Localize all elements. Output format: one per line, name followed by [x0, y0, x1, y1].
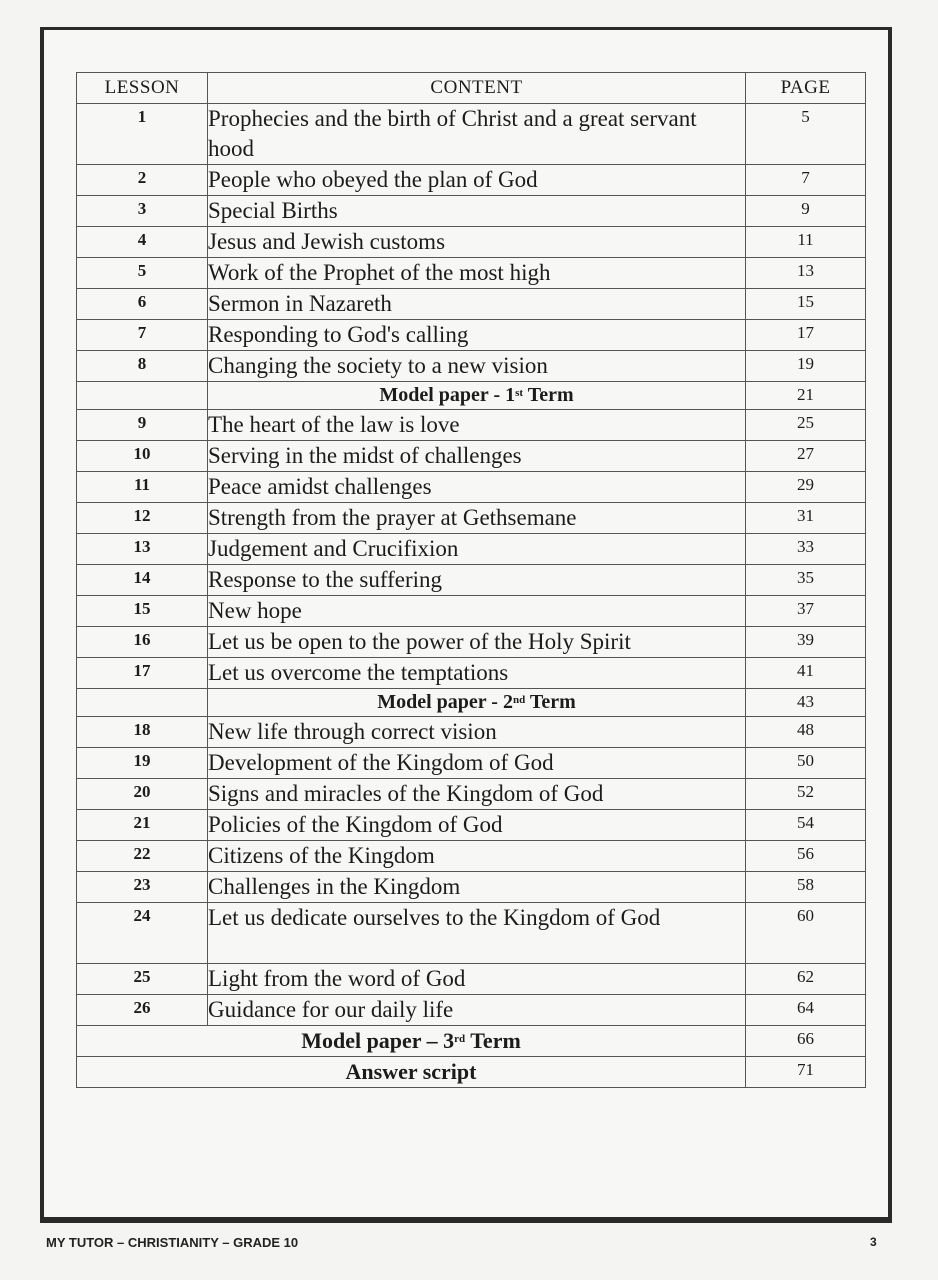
lesson-number: 3: [77, 196, 208, 227]
page-number: 52: [746, 779, 866, 810]
lesson-header: LESSON: [77, 73, 208, 104]
lesson-title: Let us overcome the temptations: [208, 658, 746, 689]
table-row: [77, 872, 866, 903]
lesson-title: Changing the society to a new vision: [208, 351, 746, 382]
footer-page-number: 3: [870, 1235, 877, 1249]
table-row: [77, 227, 866, 258]
answer-script-title: Answer script: [77, 1057, 746, 1088]
page-number: 58: [746, 872, 866, 903]
lesson-number: [77, 689, 208, 717]
table-row: [77, 748, 866, 779]
page-number: 71: [746, 1057, 866, 1088]
lesson-title: The heart of the law is love: [208, 410, 746, 441]
lesson-title: Peace amidst challenges: [208, 472, 746, 503]
page-number: 41: [746, 658, 866, 689]
lesson-number: 23: [77, 872, 208, 903]
lesson-number: 15: [77, 596, 208, 627]
lesson-title: Let us be open to the power of the Holy Spirit: [208, 627, 746, 658]
lesson-number: [77, 382, 208, 410]
table-row: [77, 104, 866, 165]
page-number: 7: [746, 165, 866, 196]
table-row: [77, 841, 866, 872]
page-number: 64: [746, 995, 866, 1026]
lesson-number: 20: [77, 779, 208, 810]
lesson-title: Judgement and Crucifixion: [208, 534, 746, 565]
lesson-title: New hope: [208, 596, 746, 627]
table-row: [77, 717, 866, 748]
lesson-number: 21: [77, 810, 208, 841]
lesson-number: 5: [77, 258, 208, 289]
model-paper-title: Model paper – 3rd Term: [77, 1026, 746, 1057]
page-number: 5: [746, 104, 866, 165]
lesson-number: 18: [77, 717, 208, 748]
page-number: 60: [746, 903, 866, 964]
table-row: [77, 320, 866, 351]
page-number: 43: [746, 689, 866, 717]
lesson-number: 26: [77, 995, 208, 1026]
lesson-number: 22: [77, 841, 208, 872]
page-number: 31: [746, 503, 866, 534]
page-number: 15: [746, 289, 866, 320]
page-number: 9: [746, 196, 866, 227]
table-row: [77, 289, 866, 320]
table-row: [77, 410, 866, 441]
page-header: PAGE: [746, 73, 866, 104]
page-number: 62: [746, 964, 866, 995]
table-row: [77, 441, 866, 472]
footer-book-title: MY TUTOR – CHRISTIANITY – GRADE 10: [46, 1235, 299, 1250]
page-number: 13: [746, 258, 866, 289]
page-number: 25: [746, 410, 866, 441]
table-row: [77, 903, 866, 964]
table-row: [77, 196, 866, 227]
lesson-title: Work of the Prophet of the most high: [208, 258, 746, 289]
table-row: [77, 565, 866, 596]
table-row: [77, 534, 866, 565]
table-row: [77, 995, 866, 1026]
lesson-number: 8: [77, 351, 208, 382]
lesson-number: 24: [77, 903, 208, 964]
lesson-title: Responding to God's calling: [208, 320, 746, 351]
lesson-title: Development of the Kingdom of God: [208, 748, 746, 779]
page-number: 37: [746, 596, 866, 627]
lesson-number: 11: [77, 472, 208, 503]
table-row: [77, 810, 866, 841]
lesson-title: Jesus and Jewish customs: [208, 227, 746, 258]
lesson-number: 9: [77, 410, 208, 441]
page-number: 66: [746, 1026, 866, 1057]
lesson-number: 2: [77, 165, 208, 196]
page-number: 27: [746, 441, 866, 472]
lesson-title: Let us dedicate ourselves to the Kingdom of God: [208, 903, 746, 964]
lesson-title: Response to the suffering: [208, 565, 746, 596]
lesson-number: 14: [77, 565, 208, 596]
page-number: 11: [746, 227, 866, 258]
table-row: [77, 351, 866, 382]
table-row: [77, 779, 866, 810]
lesson-number: 12: [77, 503, 208, 534]
table-of-contents: [76, 72, 866, 1088]
table-row: [77, 258, 866, 289]
table-row: [77, 964, 866, 995]
lesson-number: 25: [77, 964, 208, 995]
lesson-number: 1: [77, 104, 208, 165]
table-header-row: [77, 73, 866, 104]
model-paper-row: [77, 689, 866, 717]
page-number: 48: [746, 717, 866, 748]
table-row: [77, 627, 866, 658]
lesson-title: Prophecies and the birth of Christ and a great servant hood: [208, 104, 746, 165]
lesson-number: 19: [77, 748, 208, 779]
lesson-title: Citizens of the Kingdom: [208, 841, 746, 872]
content-header: CONTENT: [208, 73, 746, 104]
page-number: 39: [746, 627, 866, 658]
lesson-title: New life through correct vision: [208, 717, 746, 748]
table-row: [77, 503, 866, 534]
lesson-title: People who obeyed the plan of God: [208, 165, 746, 196]
lesson-title: Sermon in Nazareth: [208, 289, 746, 320]
lesson-title: Strength from the prayer at Gethsemane: [208, 503, 746, 534]
model-paper-row: [77, 382, 866, 410]
table-row: [77, 596, 866, 627]
lesson-number: 10: [77, 441, 208, 472]
page-number: 50: [746, 748, 866, 779]
page-number: 19: [746, 351, 866, 382]
lesson-number: 6: [77, 289, 208, 320]
page-number: 33: [746, 534, 866, 565]
page-number: 29: [746, 472, 866, 503]
page-number: 17: [746, 320, 866, 351]
lesson-title: Serving in the midst of challenges: [208, 441, 746, 472]
lesson-number: 13: [77, 534, 208, 565]
lesson-title: Guidance for our daily life: [208, 995, 746, 1026]
page-number: 56: [746, 841, 866, 872]
lesson-title: Signs and miracles of the Kingdom of God: [208, 779, 746, 810]
lesson-number: 16: [77, 627, 208, 658]
table-row: [77, 165, 866, 196]
model-paper-title: Model paper - 2nd Term: [208, 689, 746, 717]
model-paper-title: Model paper - 1st Term: [208, 382, 746, 410]
page-number: 54: [746, 810, 866, 841]
lesson-number: 4: [77, 227, 208, 258]
lesson-title: Light from the word of God: [208, 964, 746, 995]
lesson-title: Special Births: [208, 196, 746, 227]
lesson-title: Challenges in the Kingdom: [208, 872, 746, 903]
lesson-number: 17: [77, 658, 208, 689]
table-row: [77, 658, 866, 689]
lesson-title: Policies of the Kingdom of God: [208, 810, 746, 841]
model-paper-row: [77, 1026, 866, 1057]
lesson-number: 7: [77, 320, 208, 351]
table-row: [77, 472, 866, 503]
answer-script-row: [77, 1057, 866, 1088]
page-number: 35: [746, 565, 866, 596]
page-number: 21: [746, 382, 866, 410]
